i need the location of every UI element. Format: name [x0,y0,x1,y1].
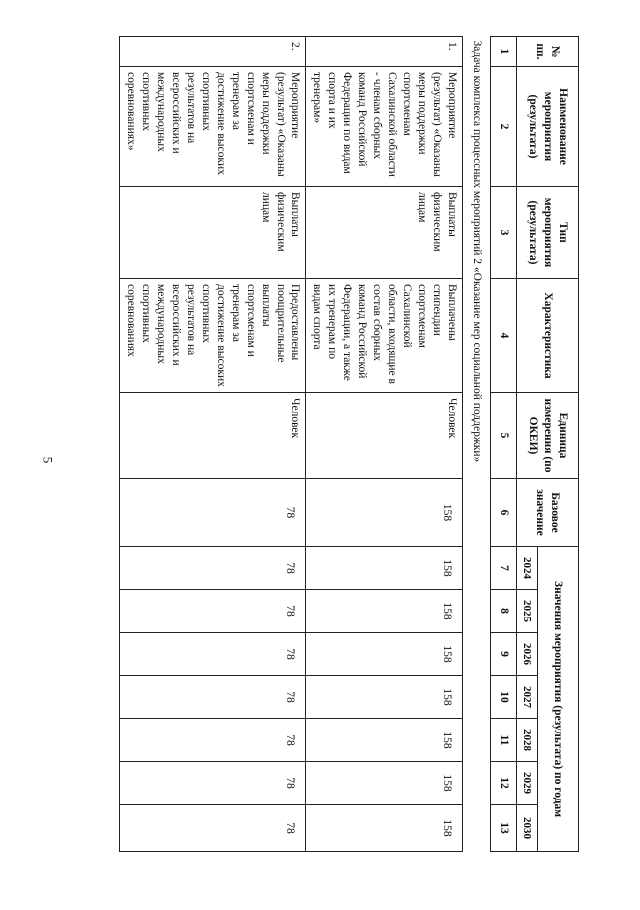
column-number: 8 [490,590,516,633]
header-year: 2027 [516,676,537,719]
row-year-value: 158 [306,762,462,805]
column-number: 10 [490,676,516,719]
row-year-value: 158 [306,805,462,852]
header-name: Наименование мероприятия (результата) [516,67,578,187]
row-year-value: 158 [306,633,462,676]
row-unit: Человек [306,393,462,479]
row-num: 1. [306,37,462,67]
header-year: 2030 [516,805,537,852]
column-numbers-row [490,37,516,852]
row-name: Мероприятие (результат) «Оказаны меры поддержки спортсменам Сахалинской области - членам сборных команд Российской Федерации по видам спорта и их тренерам» [306,67,462,187]
row-year-value: 158 [306,547,462,590]
row-name: Мероприятие (результат) «Оказаны меры поддержки спортсменам и тренерам за достижение высоких спортивных результатов на всероссийских и международных спортивных соревнованиях» [120,67,306,187]
header-num: № пп. [516,37,578,67]
task-row [462,37,490,852]
page-number: 5 [40,456,56,464]
row-year-value: 78 [120,805,306,852]
column-number: 9 [490,633,516,676]
row-year-value: 78 [120,590,306,633]
column-number: 11 [490,719,516,762]
header-year: 2026 [516,633,537,676]
header-year: 2028 [516,719,537,762]
row-year-value: 78 [120,676,306,719]
column-number: 7 [490,547,516,590]
row-year-value: 78 [120,547,306,590]
header-row [538,37,579,852]
task-title: Задача комплекса процессных мероприятий 2 «Оказание мер социальной поддержки» [462,37,490,852]
header-unit: Единица измерения (по ОКЕИ) [516,393,578,479]
measures-table [119,36,579,852]
column-number: 4 [490,279,516,393]
row-year-value: 158 [306,676,462,719]
row-year-value: 78 [120,762,306,805]
column-number: 3 [490,187,516,279]
header-year: 2029 [516,762,537,805]
row-year-value: 78 [120,719,306,762]
row-num: 2. [120,37,306,67]
rotated-table-container [95,36,579,851]
row-type: Выплаты физическим лицам [306,187,462,279]
column-number: 5 [490,393,516,479]
table-row [306,37,462,852]
column-number: 6 [490,479,516,547]
table-row [120,37,306,852]
column-number: 13 [490,805,516,852]
row-unit: Человек [120,393,306,479]
header-values-by-year: Значения мероприятия (результата) по годам [538,547,579,852]
row-characteristic: Предоставлены поощрительные выплаты спортсменам и тренерам за достижение высоких спортивных результатов на всероссийских и международных спортивных соревнованиях [120,279,306,393]
row-year-value: 78 [120,633,306,676]
header-base-value: Базовое значение [516,479,578,547]
column-number: 2 [490,67,516,187]
row-year-value: 158 [306,590,462,633]
header-characteristic: Характеристика [516,279,578,393]
header-year: 2025 [516,590,537,633]
row-year-value: 158 [306,719,462,762]
row-base-value: 158 [306,479,462,547]
header-type: Тип мероприятия (результата) [516,187,578,279]
row-base-value: 78 [120,479,306,547]
header-year: 2024 [516,547,537,590]
row-characteristic: Выплачены стипендии спортсменам Сахалинской области, входящие в состав сборных команд Российской Федерации, а также их тренерам по видам спорта [306,279,462,393]
column-number: 1 [490,37,516,67]
column-number: 12 [490,762,516,805]
row-type: Выплаты физическим лицам [120,187,306,279]
